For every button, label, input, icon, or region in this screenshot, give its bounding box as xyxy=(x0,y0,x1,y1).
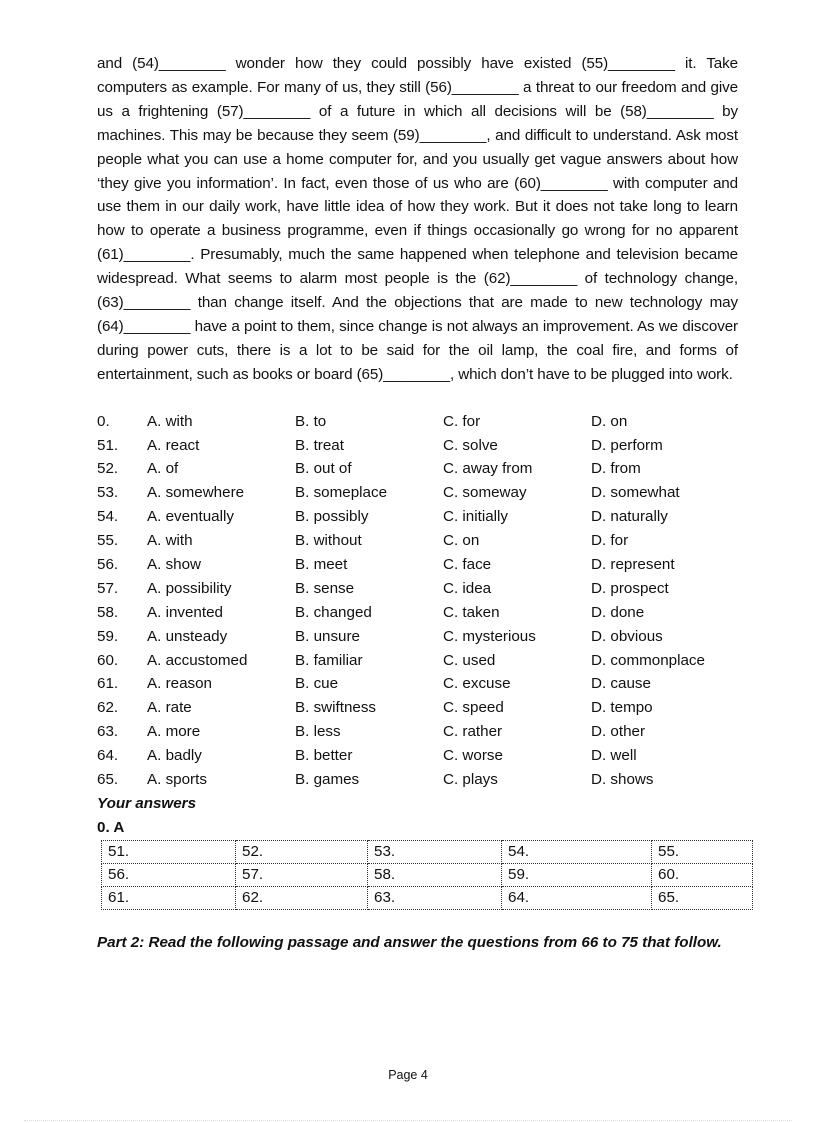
option-b: B. out of xyxy=(295,460,352,478)
answer-cell[interactable]: 58. xyxy=(368,863,502,886)
option-a: A. unsteady xyxy=(147,627,228,645)
option-c: C. rather xyxy=(443,723,503,741)
option-d: D. represent xyxy=(591,556,675,574)
option-row xyxy=(97,696,738,720)
option-b: B. better xyxy=(295,747,353,765)
option-c: C. away from xyxy=(443,460,533,478)
option-row xyxy=(97,744,738,768)
option-a: A. badly xyxy=(147,747,202,765)
option-c: C. worse xyxy=(443,747,503,765)
question-number: 61. xyxy=(97,675,119,693)
option-b: B. someplace xyxy=(295,484,388,502)
option-b: B. cue xyxy=(295,675,339,693)
answer-cell[interactable]: 59. xyxy=(502,863,652,886)
answer-cell[interactable]: 64. xyxy=(502,886,652,909)
answer-cell[interactable]: 56. xyxy=(102,863,236,886)
option-b: B. changed xyxy=(295,603,372,621)
option-d: D. obvious xyxy=(591,627,663,645)
answer-cell[interactable]: 63. xyxy=(368,886,502,909)
question-number: 60. xyxy=(97,651,119,669)
question-number: 56. xyxy=(97,556,119,574)
answer-cell[interactable]: 57. xyxy=(236,863,368,886)
option-b: B. sense xyxy=(295,579,355,597)
option-c: C. mysterious xyxy=(443,627,536,645)
option-a: A. invented xyxy=(147,603,223,621)
option-c: C. initially xyxy=(443,508,508,526)
question-number: 65. xyxy=(97,771,119,789)
option-row xyxy=(97,625,738,649)
answer-cell[interactable]: 53. xyxy=(368,840,502,863)
option-d: D. shows xyxy=(591,771,654,789)
answer-cell[interactable]: 51. xyxy=(102,840,236,863)
question-number: 53. xyxy=(97,484,119,502)
option-b: B. unsure xyxy=(295,627,361,645)
option-a: A. of xyxy=(147,460,179,478)
option-row xyxy=(97,434,738,458)
option-row xyxy=(97,481,738,505)
question-number: 51. xyxy=(97,436,119,454)
answer-cell[interactable]: 54. xyxy=(502,840,652,863)
question-number: 55. xyxy=(97,532,119,550)
cloze-passage: and (54)________ wonder how they could possibly have existed (55)________ it. Take computers as example. For many of us, they still (56)________ a threat to our freedom and give us a frightening (57)________ of a future in which all decisions will be (58)________ by machines. This may be because they seem (59)________, and difficult to understand. Ask most people what you can use a home computer for, and you usually get vague answers about how ‘they give you information’. In fact, even those of us who are (60)________ with computer and use them in our daily work, have little idea of how they work. But it does not take long to learn how to operate a business programme, even if things occasionally go wrong for no apparent (61)________. Presumably, much the same happened when telephone and television became widespread. What seems to alarm most people is the (62)________ of technology change, (63)________ than change itself. And the objections that are made to new technology may (64)________ have a point to them, since change is not always an improvement. As we discover during power cuts, there is a lot to be said for the oil lamp, the coal fire, and forms of entertainment, such as books or board (65)________, which don’t have to be plugged into work. xyxy=(97,55,738,383)
option-d: D. tempo xyxy=(591,699,653,717)
question-number: 58. xyxy=(97,603,119,621)
question-number: 0. xyxy=(97,412,110,430)
option-d: D. from xyxy=(591,460,641,478)
option-row xyxy=(97,768,738,792)
option-c: C. taken xyxy=(443,603,500,621)
option-b: B. without xyxy=(295,532,362,550)
answer-cell[interactable]: 60. xyxy=(652,863,753,886)
option-c: C. for xyxy=(443,412,481,430)
option-a: A. possibility xyxy=(147,579,232,597)
option-row xyxy=(97,649,738,673)
part2-heading: Part 2: Read the following passage and answer the questions from 66 to 75 that follow. xyxy=(97,933,722,951)
option-a: A. reason xyxy=(147,675,213,693)
option-d: D. perform xyxy=(591,436,663,454)
page-bottom-divider xyxy=(24,1120,792,1121)
option-c: C. on xyxy=(443,532,480,550)
question-number: 59. xyxy=(97,627,119,645)
option-a: A. rate xyxy=(147,699,192,717)
option-row xyxy=(97,529,738,553)
question-number: 52. xyxy=(97,460,119,478)
answer-cell[interactable]: 55. xyxy=(652,840,753,863)
option-a: A. with xyxy=(147,532,193,550)
option-d: D. commonplace xyxy=(591,651,705,669)
option-d: D. somewhat xyxy=(591,484,680,502)
answer-cell[interactable]: 62. xyxy=(236,886,368,909)
option-a: A. with xyxy=(147,412,193,430)
answer-row xyxy=(102,886,753,909)
option-row xyxy=(97,577,738,601)
option-row xyxy=(97,672,738,696)
question-number: 54. xyxy=(97,508,119,526)
question-number: 57. xyxy=(97,579,119,597)
answer-cell[interactable]: 61. xyxy=(102,886,236,909)
option-c: C. used xyxy=(443,651,496,669)
page-content xyxy=(97,52,738,955)
option-c: C. face xyxy=(443,556,492,574)
option-b: B. to xyxy=(295,412,327,430)
option-c: C. plays xyxy=(443,771,498,789)
option-row xyxy=(97,410,738,434)
option-a: A. sports xyxy=(147,771,207,789)
question-number: 62. xyxy=(97,699,119,717)
option-d: D. other xyxy=(591,723,646,741)
option-row xyxy=(97,720,738,744)
option-a: A. more xyxy=(147,723,201,741)
question-number: 63. xyxy=(97,723,119,741)
option-a: A. eventually xyxy=(147,508,234,526)
option-c: C. excuse xyxy=(443,675,511,693)
option-row xyxy=(97,553,738,577)
option-d: D. on xyxy=(591,412,628,430)
option-d: D. done xyxy=(591,603,645,621)
option-b: B. meet xyxy=(295,556,348,574)
answer-row xyxy=(102,840,753,863)
question-number: 64. xyxy=(97,747,119,765)
option-c: C. speed xyxy=(443,699,504,717)
answers-heading: Your answers xyxy=(97,794,197,812)
option-b: B. treat xyxy=(295,436,344,454)
option-b: B. possibly xyxy=(295,508,369,526)
option-a: A. somewhere xyxy=(147,484,245,502)
option-b: B. less xyxy=(295,723,341,741)
option-a: A. show xyxy=(147,556,202,574)
example-answer: 0. A xyxy=(97,818,125,836)
page-number: Page 4 xyxy=(388,1068,428,1082)
option-a: A. accustomed xyxy=(147,651,248,669)
option-row xyxy=(97,601,738,625)
option-b: B. games xyxy=(295,771,360,789)
option-d: D. naturally xyxy=(591,508,668,526)
option-row xyxy=(97,457,738,481)
option-row xyxy=(97,505,738,529)
option-b: B. swiftness xyxy=(295,699,377,717)
answer-row xyxy=(102,863,753,886)
option-c: C. idea xyxy=(443,579,492,597)
answer-grid xyxy=(101,840,753,910)
option-c: C. solve xyxy=(443,436,498,454)
option-c: C. someway xyxy=(443,484,527,502)
option-b: B. familiar xyxy=(295,651,363,669)
option-d: D. for xyxy=(591,532,629,550)
answer-cell[interactable]: 52. xyxy=(236,840,368,863)
options-list xyxy=(97,410,738,792)
answer-cell[interactable]: 65. xyxy=(652,886,753,909)
option-a: A. react xyxy=(147,436,200,454)
option-d: D. prospect xyxy=(591,579,669,597)
option-d: D. cause xyxy=(591,675,651,693)
option-d: D. well xyxy=(591,747,637,765)
